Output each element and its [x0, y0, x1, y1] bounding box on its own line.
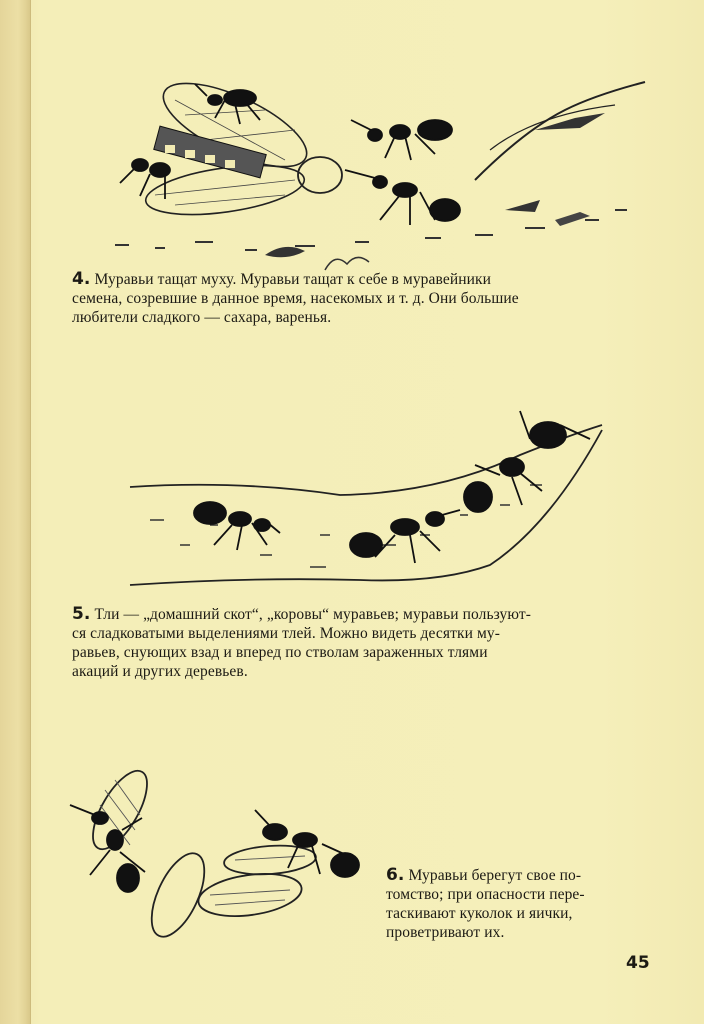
caption-4-line-3: любители сладкого — сахара, варенья. [72, 309, 332, 326]
caption-6-line-4: проветривают их. [386, 924, 505, 941]
caption-4 [72, 270, 666, 327]
caption-6 [386, 866, 666, 942]
caption-6-line-3: таскивают куколок и яички, [386, 905, 573, 922]
page-number: 45 [626, 953, 650, 973]
caption-6-line-1: Муравьи берегут свое по- [408, 867, 582, 884]
ants-carrying-pupae-illustration [60, 760, 380, 945]
caption-4-number: 4. [72, 269, 91, 289]
caption-6-line-2: томство; при опасности пере- [386, 886, 585, 903]
caption-5 [72, 605, 666, 681]
ants-carrying-fly-illustration [95, 70, 655, 275]
caption-5-line-4: акаций и других деревьев. [72, 663, 248, 680]
caption-5-line-2: ся сладковатыми выделениями тлей. Можно видеть десятки му- [72, 625, 501, 642]
page-gutter [0, 0, 31, 1024]
ants-on-branch-illustration [120, 395, 610, 600]
caption-5-number: 5. [72, 604, 91, 624]
caption-6-number: 6. [386, 865, 405, 885]
caption-5-line-3: равьев, снующих взад и вперед по стволам зараженных тлями [72, 644, 488, 661]
caption-5-line-1: Тли — „домашний скот“, „коровы“ муравьев; муравьи пользуют- [94, 606, 532, 623]
caption-4-line-2: семена, созревшие в данное время, насекомых и т. д. Они большие [72, 290, 519, 307]
caption-4-line-1: Муравьи тащат муху. Муравьи тащат к себе в муравейники [94, 271, 492, 288]
